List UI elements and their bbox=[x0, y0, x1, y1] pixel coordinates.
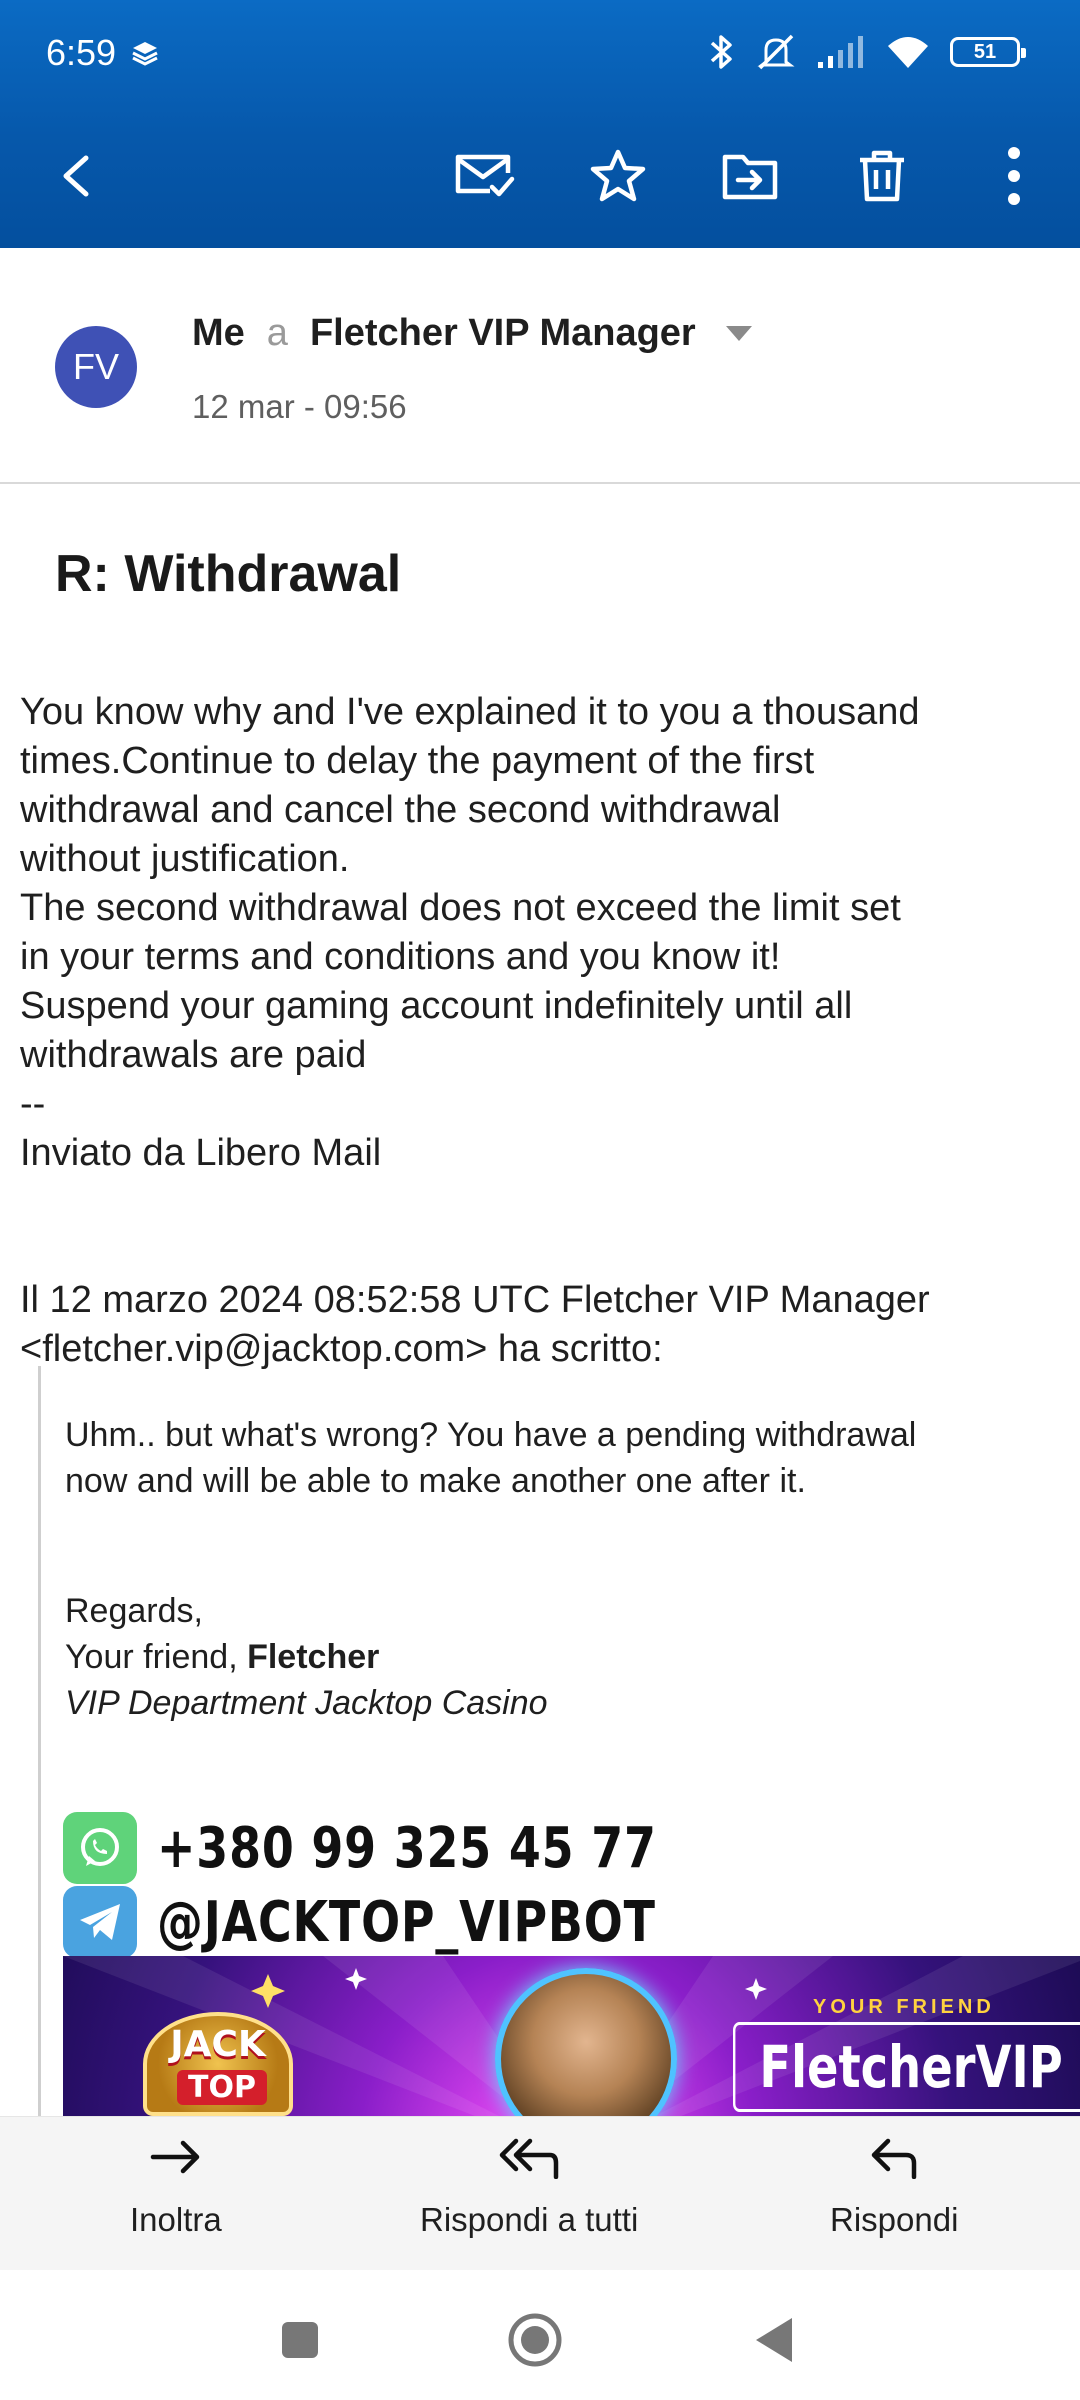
whatsapp-contact[interactable] bbox=[63, 1812, 766, 1884]
mark-read-button[interactable] bbox=[448, 140, 520, 212]
silent-bell-icon bbox=[754, 32, 798, 72]
status-icons bbox=[706, 30, 1020, 74]
wifi-icon bbox=[884, 34, 932, 70]
friend-prefix: Your friend, bbox=[65, 1638, 248, 1676]
bluetooth-icon bbox=[706, 32, 736, 72]
banner-name: FletcherVIP bbox=[733, 2022, 1080, 2112]
body-line: The second withdrawal does not exceed the limit set bbox=[20, 887, 901, 929]
back-arrow-icon bbox=[56, 154, 96, 198]
body-line: in your terms and conditions and you know it! bbox=[20, 936, 781, 978]
friend-name: Fletcher bbox=[247, 1638, 380, 1676]
trash-icon bbox=[856, 148, 908, 204]
recents-button[interactable] bbox=[270, 2310, 330, 2370]
quote-header: Il 12 marzo 2024 08:52:58 UTC Fletcher VIP Manager bbox=[20, 1279, 930, 1321]
delete-button[interactable] bbox=[846, 140, 918, 212]
sender-name: Me bbox=[192, 312, 245, 354]
stack-icon bbox=[130, 38, 160, 68]
email-toolbar bbox=[0, 120, 1080, 220]
promo-banner[interactable] bbox=[63, 1956, 1080, 2116]
reply-all-icon bbox=[494, 2135, 564, 2179]
back-button[interactable] bbox=[40, 140, 112, 212]
move-button[interactable] bbox=[714, 140, 786, 212]
telegram-handle: @JACKTOP_VIPBOT bbox=[157, 1889, 656, 1955]
body-line: withdrawals are paid bbox=[20, 1034, 367, 1076]
quoted-line: Uhm.. but what's wrong? You have a pending withdrawal bbox=[65, 1416, 917, 1454]
body-line: You know why and I've explained it to you a thousand bbox=[20, 691, 920, 733]
from-line[interactable] bbox=[192, 312, 752, 355]
forward-button[interactable] bbox=[130, 2135, 222, 2239]
mail-check-icon bbox=[452, 151, 516, 201]
system-nav-bar bbox=[0, 2270, 1080, 2400]
sender-header bbox=[0, 248, 1080, 484]
telegram-icon bbox=[63, 1886, 137, 1958]
quoted-department: VIP Department Jacktop Casino bbox=[65, 1684, 548, 1722]
reply-all-button[interactable] bbox=[420, 2135, 638, 2239]
more-vertical-icon bbox=[1007, 146, 1021, 206]
home-circle-icon bbox=[507, 2312, 563, 2368]
logo-top: TOP bbox=[177, 2070, 267, 2105]
square-icon bbox=[280, 2320, 320, 2360]
whatsapp-icon bbox=[63, 1812, 137, 1884]
home-button[interactable] bbox=[505, 2310, 565, 2370]
app-header bbox=[0, 0, 1080, 248]
recipient-name: Fletcher VIP Manager bbox=[309, 312, 696, 354]
whatsapp-number: +380 99 325 45 77 bbox=[157, 1815, 657, 1881]
forward-arrow-icon bbox=[149, 2135, 203, 2179]
body-line: times.Continue to delay the payment of the first bbox=[20, 740, 815, 782]
avatar[interactable]: FV bbox=[55, 326, 137, 408]
reply-button[interactable] bbox=[830, 2135, 958, 2239]
reply-all-label: Rispondi a tutti bbox=[420, 2201, 639, 2238]
star-icon bbox=[589, 148, 647, 204]
quoted-regards: Regards, bbox=[65, 1592, 203, 1630]
email-action-bar bbox=[0, 2116, 1080, 2270]
more-options-button[interactable] bbox=[978, 140, 1050, 212]
signal-icon bbox=[816, 34, 866, 70]
banner-tagline: YOUR FRIEND bbox=[813, 1996, 995, 2018]
body-line: without justification. bbox=[20, 838, 350, 880]
quoted-message bbox=[38, 1366, 1080, 2116]
battery-level: 51 bbox=[973, 40, 997, 63]
star-button[interactable] bbox=[582, 140, 654, 212]
email-date: 12 mar - 09:56 bbox=[192, 388, 407, 425]
email-subject: R: Withdrawal bbox=[55, 545, 402, 603]
signature-text: Inviato da Libero Mail bbox=[20, 1132, 382, 1174]
quoted-signoff bbox=[65, 1634, 379, 1681]
body-line: Suspend your gaming account indefinitely until all bbox=[20, 985, 853, 1027]
quoted-line: now and will be able to make another one after it. bbox=[65, 1462, 806, 1500]
quote-header-email[interactable]: <fletcher.vip@jacktop.com> ha scritto: bbox=[20, 1328, 663, 1370]
body-line: withdrawal and cancel the second withdrawal bbox=[20, 789, 781, 831]
logo-jack: JACK bbox=[170, 2024, 266, 2065]
signature-separator: -- bbox=[20, 1083, 46, 1125]
expand-details-icon[interactable] bbox=[726, 326, 752, 341]
email-body bbox=[20, 688, 1050, 1374]
status-bar bbox=[0, 0, 1080, 110]
triangle-back-icon bbox=[754, 2316, 794, 2364]
reply-icon bbox=[866, 2135, 922, 2179]
status-time: 6:59 bbox=[46, 32, 117, 73]
telegram-contact[interactable] bbox=[63, 1886, 765, 1958]
forward-label: Inoltra bbox=[130, 2201, 222, 2238]
battery-icon bbox=[950, 37, 1020, 67]
system-back-button[interactable] bbox=[744, 2310, 804, 2370]
jacktop-logo bbox=[143, 2012, 293, 2116]
reply-label: Rispondi bbox=[830, 2201, 959, 2238]
folder-move-icon bbox=[721, 151, 779, 201]
to-word: a bbox=[266, 312, 288, 354]
